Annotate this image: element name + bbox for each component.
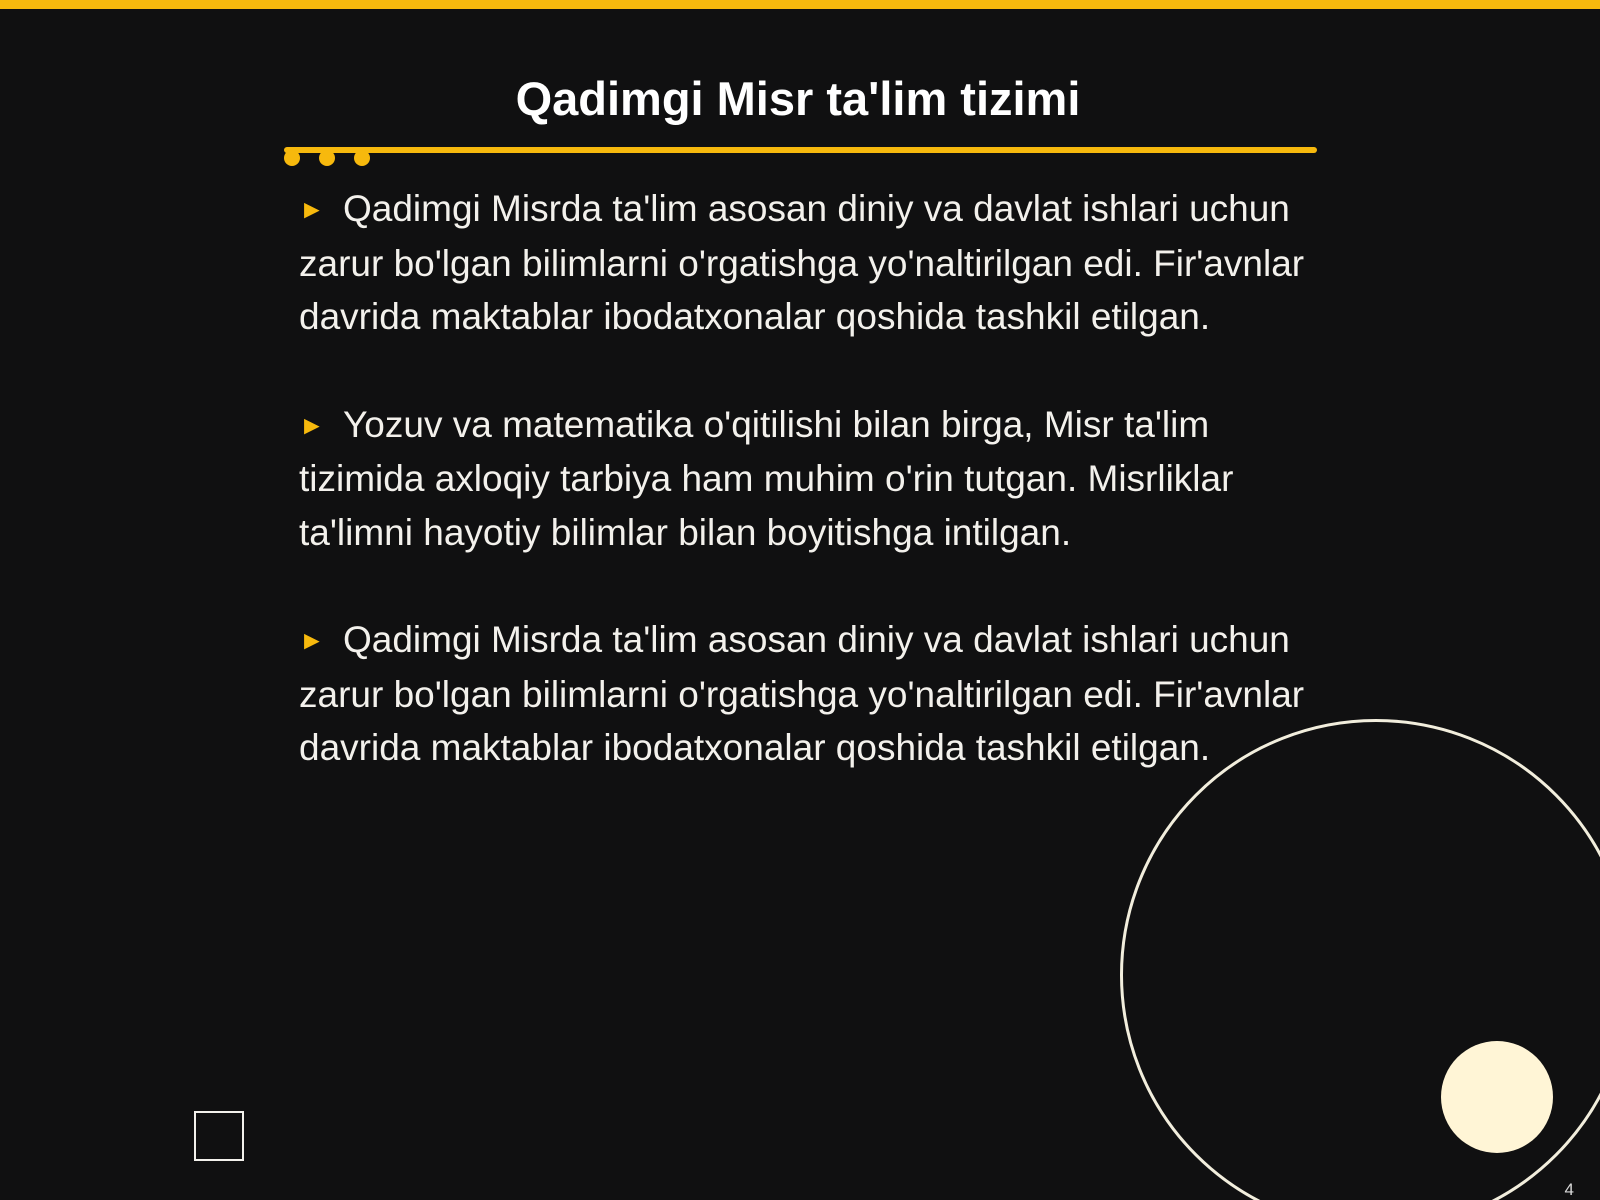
bullet-item <box>299 398 1309 560</box>
title-underline <box>284 147 1317 153</box>
top-accent-bar <box>0 0 1600 9</box>
bullet-text: Qadimgi Misrda ta'lim asosan diniy va davlat ishlari uchun zarur bo'lgan bilimlarni o'rgatishga yo'naltirilgan edi. Fir'avnlar davrida maktablar ibodatxonalar qoshida tashkil etilgan. <box>299 188 1305 337</box>
bullet-text: Qadimgi Misrda ta'lim asosan diniy va davlat ishlari uchun zarur bo'lgan bilimlarni o'rgatishga yo'naltirilgan edi. Fir'avnlar davrida maktablar ibodatxonalar qoshida tashkil etilgan. <box>299 619 1305 768</box>
slide-title: Qadimgi Misr ta'lim tizimi <box>515 72 1081 125</box>
decorative-solid-circle <box>1441 1041 1553 1153</box>
decorative-dot <box>354 150 370 166</box>
decorative-dot <box>319 150 335 166</box>
bullet-arrow-icon: ► <box>299 625 325 655</box>
bullet-arrow-icon: ► <box>299 194 325 224</box>
page-number: 4 <box>1564 1180 1574 1199</box>
bullet-text: Yozuv va matematika o'qitilishi bilan birga, Misr ta'lim tizimida axloqiy tarbiya ham muhim o'rin tutgan. Misrliklar ta'limni hayotiy bilimlar bilan boyitishga intilgan. <box>299 403 1234 553</box>
bullet-item <box>299 182 1309 344</box>
bullet-item <box>299 613 1309 775</box>
decorative-outline-square <box>194 1111 244 1161</box>
decorative-dot <box>284 150 300 166</box>
bullet-list <box>299 182 1309 829</box>
bullet-arrow-icon: ► <box>299 409 325 440</box>
